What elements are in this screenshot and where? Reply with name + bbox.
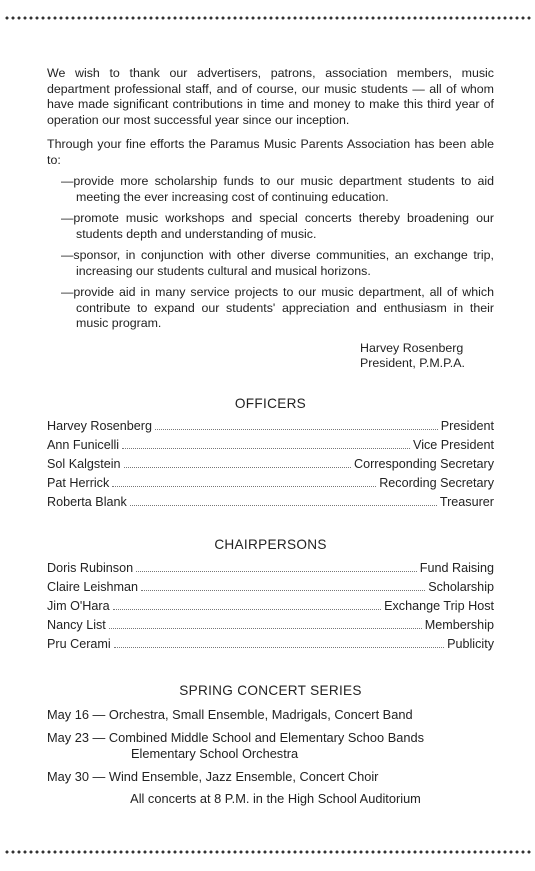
- letter-bullet: —sponsor, in conjunction with other diverse communities, an exchange trip, increasing our students cultural and musical horizons.: [61, 248, 494, 278]
- dot-leader: [124, 457, 351, 468]
- roster-row: [47, 495, 494, 514]
- chairpersons-list: [47, 561, 494, 655]
- concert-line: May 23 — Combined Middle School and Elementary Schoo Bands: [47, 729, 425, 745]
- roster-row: [47, 476, 494, 495]
- dot-leader: [136, 561, 417, 572]
- letter-paragraph: Through your fine efforts the Paramus Music Parents Association has been able to:: [47, 137, 494, 167]
- roster-name: Nancy List: [47, 617, 106, 632]
- roster-role: Publicity: [447, 636, 494, 651]
- page-content: [47, 66, 494, 806]
- roster-row: [47, 419, 494, 438]
- dot-leader: [109, 618, 422, 629]
- roster-name: Doris Rubinson: [47, 560, 134, 575]
- letter-bullet: —provide more scholarship funds to our music department students to aid meeting the ever increasing cost of continuing education.: [61, 174, 494, 204]
- roster-name: Pru Cerami: [47, 636, 111, 651]
- officers-list: [47, 419, 494, 513]
- roster-row: [47, 561, 494, 580]
- concert-line: May 30 — Wind Ensemble, Jazz Ensemble, Concert Choir: [47, 768, 379, 784]
- roster-role: Scholarship: [428, 579, 494, 594]
- signature-title: President, P.M.P.A.: [360, 356, 465, 370]
- roster-row: [47, 599, 494, 618]
- letter-paragraph: We wish to thank our advertisers, patrons, association members, music department professional staff, and of course, our music students — all of whom have made significant contributions in time and money to make this third year of operation our most successful year since our inception.: [47, 66, 494, 127]
- roster-name: Roberta Blank: [47, 494, 127, 509]
- dot-leader: [113, 599, 382, 610]
- signature-name: Harvey Rosenberg: [360, 340, 464, 355]
- roster-role: Exchange Trip Host: [384, 598, 494, 613]
- roster-role: Fund Raising: [419, 560, 494, 575]
- letter-bullet: —promote music workshops and special concerts thereby broadening our students depth and understanding of music.: [61, 211, 494, 241]
- signature-block: [360, 341, 494, 372]
- section-heading-concerts: SPRING CONCERT SERIES: [179, 683, 362, 699]
- dot-leader: [112, 476, 376, 487]
- dot-leader: [130, 495, 437, 506]
- decorative-border-top: [4, 14, 531, 22]
- dot-leader: [114, 637, 444, 648]
- roster-role: Corresponding Secretary: [353, 456, 494, 471]
- roster-role: President: [440, 419, 494, 433]
- roster-role: Treasurer: [439, 494, 494, 509]
- decorative-border-bottom: [4, 848, 531, 856]
- concert-note: All concerts at 8 P.M. in the High School Auditorium: [130, 790, 421, 806]
- roster-name: Pat Herrick: [47, 475, 110, 490]
- concert-continuation: Elementary School Orchestra: [131, 745, 299, 761]
- roster-row: [47, 637, 494, 656]
- roster-role: Recording Secretary: [379, 475, 494, 490]
- concert-list: [47, 707, 494, 807]
- roster-name: Sol Kalgstein: [47, 456, 121, 471]
- roster-row: [47, 618, 494, 637]
- roster-row: [47, 438, 494, 457]
- roster-name: Claire Leishman: [47, 579, 138, 594]
- concert-item: [47, 769, 494, 785]
- section-heading-chairpersons: CHAIRPERSONS: [214, 537, 327, 553]
- concert-line: May 16 — Orchestra, Small Ensemble, Madrigals, Concert Band: [47, 706, 413, 722]
- dot-leader: [155, 419, 438, 430]
- roster-name: Ann Funicelli: [47, 437, 120, 452]
- roster-role: Membership: [424, 617, 494, 632]
- concert-item: [47, 707, 494, 723]
- concert-item: [47, 730, 494, 762]
- dot-leader: [122, 438, 410, 449]
- roster-role: Vice President: [413, 437, 494, 452]
- roster-row: [47, 580, 494, 599]
- dot-leader: [141, 580, 425, 591]
- roster-name: Harvey Rosenberg: [47, 419, 152, 433]
- section-heading-officers: OFFICERS: [234, 395, 307, 411]
- letter-bullet: —provide aid in many service projects to our music department, all of which contribute to expand our students' appreciation and enthusiasm in their music program.: [61, 285, 494, 330]
- roster-row: [47, 457, 494, 476]
- roster-name: Jim O'Hara: [47, 598, 110, 613]
